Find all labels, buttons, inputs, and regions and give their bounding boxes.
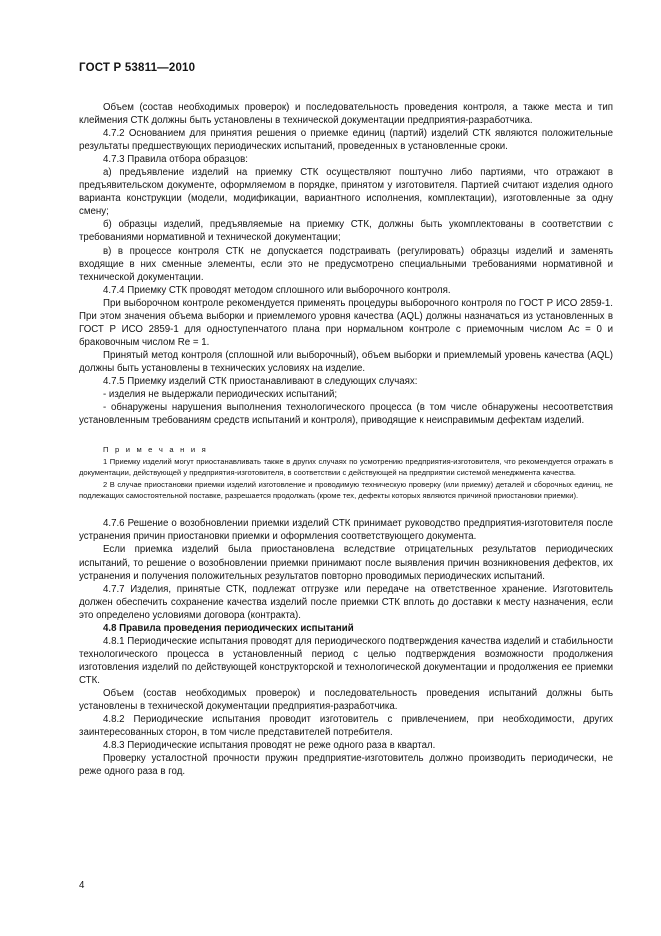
paragraph: Принятый метод контроля (сплошной или выборочный), объем выборки и приемлемый уровень качества (AQL) должны быть установлены в технических условиях на изделие. <box>79 349 613 374</box>
paragraph: 4.7.3 Правила отбора образцов: <box>103 154 248 166</box>
paragraph: 4.7.5 Приемку изделий СТК приостанавливают в следующих случаях: <box>103 375 418 387</box>
paragraph: Проверку усталостной прочности пружин предприятие-изготовитель должно производить периодически, не реже одного раза в год. <box>79 753 613 778</box>
text-block-4-7 <box>79 101 613 427</box>
paragraph: б) образцы изделий, предъявляемые на приемку СТК, должны быть укомплектованы в соответствии с требованиями нормативной и технической документации; <box>79 219 613 244</box>
paragraph: Если приемка изделий была приостановлена вследствие отрицательных результатов периодических испытаний, то решение о возобновлении приемки принимают после выявления причин возникновения дефектов, их устранения и получения положительных результатов повторно проводимых периодических испытаний. <box>79 544 613 582</box>
paragraph: 4.7.7 Изделия, принятые СТК, подлежат отгрузке или передаче на ответственное хранение. Изготовитель должен обеспечить сохранение качества изделий после приемки СТК вплоть до доставки к месту назначения, если это определено условиями договора (контракта). <box>79 583 613 621</box>
note-item: 2 В случае приостановки приемки изделий изготовление и проводимую техническую проверку (или приемку) деталей и сборочных единиц, не подлежащих самостоятельной поставке, разрешается продолжать (кроме тех, дефекты которых являются причиной приостановки приемки). <box>79 479 613 501</box>
paragraph: - обнаружены нарушения выполнения технологического процесса (в том числе обнаружены несоответствия установленным требованиям средств испытаний и контроля), приводящие к неисправимым дефектам изделий. <box>79 402 613 427</box>
paragraph: 4.7.4 Приемку СТК проводят методом сплошного или выборочного контроля. <box>103 284 451 296</box>
paragraph: в) в процессе контроля СТК не допускается подстраивать (регулировать) образцы изделий и заменять входящие в них сменные элементы, если это не предусмотрено специальными требованиями нормативной и технической документации. <box>79 245 613 283</box>
document-header: ГОСТ Р 53811—2010 <box>79 62 196 74</box>
paragraph: 4.7.2 Основанием для принятия решения о приемке единиц (партий) изделий СТК являются положительные результаты предшествующих периодических испытаний, проведенных в установленные сроки. <box>79 128 613 153</box>
paragraph: 4.8.2 Периодические испытания проводит изготовитель с привлечением, при необходимости, других заинтересованных сторон, в том числе представителей потребителя. <box>79 714 613 739</box>
document-page <box>79 62 613 778</box>
paragraph: Объем (состав необходимых проверок) и последовательность проведения контроля, а также места и тип клеймения СТК должны быть установлены в технической документации предприятия-разработчика. <box>79 102 613 127</box>
paragraph: - изделия не выдержали периодических испытаний; <box>103 389 338 401</box>
paragraph: При выборочном контроле рекомендуется применять процедуры выборочного контроля по ГОСТ Р ИСО 2859-1. При этом значения объема выборки и приемлемого уровня качества (AQL) должны назначаться из установленных в ГОСТ Р ИСО 2859-1 для одноступенчатого плана при нормальном контроле с приемочным числом Ac = 0 и браковочным числом Re = 1. <box>79 297 613 348</box>
document-body <box>79 101 613 778</box>
text-block-4-7-6 <box>79 517 613 621</box>
note-item: 1 Приемку изделий могут приостанавливать также в других случаях по усмотрению предприятия-изготовителя, что рекомендуется отражать в документации, действующей у предприятия-изготовителя, в соответствии с действующей на предприятии системой менеджмента качества. <box>79 457 613 478</box>
paragraph: а) предъявление изделий на приемку СТК осуществляют поштучно либо партиями, что отражают в предъявительском документе, оформляемом в порядке, принятом у изготовителя. Партией считают изделия одного варианта конструкции (модели, модификации, вариантного исполнения, комплектации), изготовленные за одну смену; <box>79 167 613 218</box>
paragraph: 4.7.6 Решение о возобновлении приемки изделий СТК принимает руководство предприятия-изготовителя после устранения причин приостановки приемки и оформления соответствующего документа. <box>79 518 613 543</box>
notes-block <box>79 456 613 501</box>
paragraph: Объем (состав необходимых проверок) и последовательность проведения испытаний должны быть установлены в технической документации предприятия-разработчика. <box>79 687 613 713</box>
page-number: 4 <box>79 880 85 891</box>
paragraph: 4.8.1 Периодические испытания проводят для периодического подтверждения качества изделий и стабильности технологического процесса в установленный период с целью подтверждения возможности продолжения изготовления изделий по действующей конструкторской и технологической документации и продолжения ее приемки СТК. <box>79 635 613 686</box>
paragraph: 4.8.3 Периодические испытания проводят не реже одного раза в квартал. <box>103 740 436 752</box>
text-block-4-8 <box>79 635 613 779</box>
section-heading-4-8: 4.8 Правила проведения периодических испытаний <box>103 622 354 634</box>
notes-title: П р и м е ч а н и я <box>103 445 208 455</box>
